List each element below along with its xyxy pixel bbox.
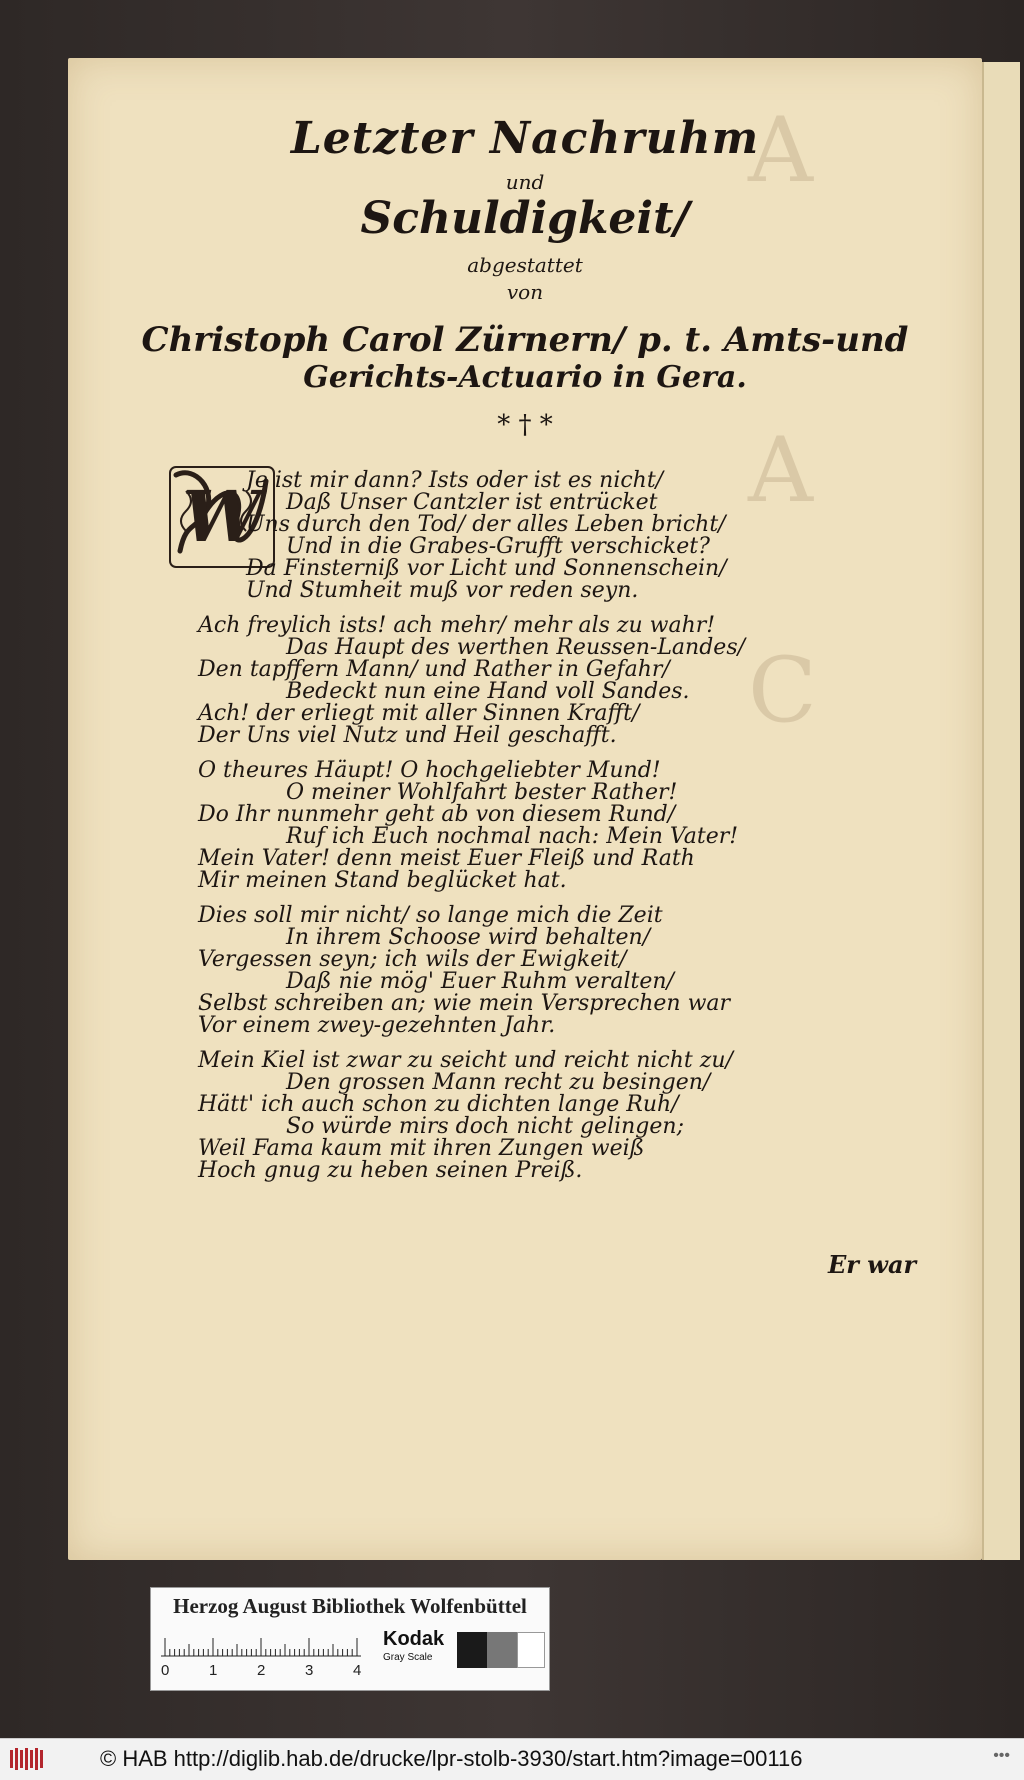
poem-line: In ihrem Schoose wird behalten/ <box>286 925 651 950</box>
title-subheading: Schuldigkeit/ <box>360 193 690 244</box>
author-office: Gerichts-Actuario in Gera. <box>303 360 747 395</box>
gray-patch-mid <box>487 1632 517 1668</box>
poem-line: Vor einem zwey-gezehnten Jahr. <box>198 1013 556 1038</box>
ornament-divider: * † * <box>497 410 553 440</box>
poem-line: Daß Unser Cantzler ist entrücket <box>286 490 658 515</box>
poem-line: Dies soll mir nicht/ so lange mich die Zeit <box>198 903 663 928</box>
title-conjunction: und <box>505 170 545 194</box>
poem-line: Und Stumheit muß vor reden seyn. <box>246 578 639 603</box>
hab-logo-icon <box>8 1746 48 1772</box>
poem-line: Do Ihr nunmehr geht ab von diesem Rund/ <box>198 802 676 827</box>
poem-line: Bedeckt nun eine Hand voll Sandes. <box>286 679 690 704</box>
poem-line: Ach freylich ists! ach mehr/ mehr als zu wahr! <box>198 613 716 638</box>
poem-line: Hätt' ich auch schon zu dichten lange Ruh/ <box>198 1092 679 1117</box>
poem-line: Da Finsterniß vor Licht und Sonnenschein/ <box>246 556 727 581</box>
poem-line: So würde mirs doch nicht gelingen; <box>286 1114 684 1139</box>
document-page <box>68 58 982 1560</box>
poem-line: Das Haupt des werthen Reussen-Landes/ <box>286 635 746 660</box>
poem-line: Ruf ich Euch nochmal nach: Mein Vater! <box>286 824 739 849</box>
poem-line: Den grossen Mann recht zu besingen/ <box>286 1070 711 1095</box>
poem-line: Selbst schreiben an; wie mein Versprechen war <box>198 991 731 1016</box>
poem-line: O meiner Wohlfahrt bester Rather! <box>286 780 678 805</box>
reference-card <box>150 1587 550 1691</box>
bleed-through-mark: A <box>748 418 813 523</box>
poem-line: Und in die Grabes-Grufft verschicket? <box>286 534 710 559</box>
ruler-label: 1 <box>209 1662 218 1679</box>
poem-line: Den tapffern Mann/ und Rather in Gefahr/ <box>198 657 670 682</box>
poem-line: Weil Fama kaum mit ihren Zungen weiß <box>198 1136 645 1161</box>
gray-patch-black <box>457 1632 487 1668</box>
gray-scale-label: Gray Scale <box>383 1652 433 1663</box>
author-name: Christoph Carol Zürnern/ p. t. Amts-und <box>141 320 909 360</box>
title-small-line: abgestattet <box>467 253 583 277</box>
more-options-icon[interactable]: ••• <box>993 1747 1010 1764</box>
bleed-through-mark: A <box>748 98 813 203</box>
title-small-line: von <box>506 280 544 304</box>
poem-line: Mir meinen Stand beglücket hat. <box>198 868 567 893</box>
title-heading: Letzter Nachruhm <box>290 113 760 164</box>
ruler-label: 4 <box>353 1662 362 1679</box>
poem-line: Der Uns viel Nutz und Heil geschafft. <box>198 723 617 748</box>
poem-line: Je ist mir dann? Ists oder ist es nicht/ <box>246 468 664 493</box>
ruler-label: 3 <box>305 1662 314 1679</box>
ruler-label: 2 <box>257 1662 266 1679</box>
poem-line: Vergessen seyn; ich wils der Ewigkeit/ <box>198 947 627 972</box>
measurement-ruler <box>161 1628 371 1658</box>
ruler-label: 0 <box>161 1662 170 1679</box>
catchword: Er war <box>828 1250 917 1279</box>
poem-line: Hoch gnug zu heben seinen Preiß. <box>198 1158 583 1183</box>
poem-line: Uns durch den Tod/ der alles Leben bricht/ <box>246 512 726 537</box>
poem-line: Mein Vater! denn meist Euer Fleiß und Rath <box>198 846 695 871</box>
source-url-link[interactable]: © HAB http://diglib.hab.de/drucke/lpr-stolb-3930/start.htm?image=00116 <box>100 1746 803 1771</box>
poem-line: Daß nie mög' Euer Ruhm veralten/ <box>286 969 674 994</box>
bleed-through-mark: C <box>748 638 817 743</box>
viewer-footer <box>0 1738 1024 1780</box>
adjacent-page-edge <box>982 62 1020 1560</box>
kodak-brand: Kodak <box>383 1628 445 1650</box>
gray-patch-white <box>517 1632 545 1668</box>
poem-line: Mein Kiel ist zwar zu seicht und reicht nicht zu/ <box>198 1048 733 1073</box>
poem-line: Ach! der erliegt mit aller Sinnen Krafft/ <box>198 701 640 726</box>
dropcap-letter: W <box>182 475 262 558</box>
poem-line: O theures Häupt! O hochgeliebter Mund! <box>198 758 661 783</box>
library-name: Herzog August Bibliothek Wolfenbüttel <box>173 1594 527 1618</box>
